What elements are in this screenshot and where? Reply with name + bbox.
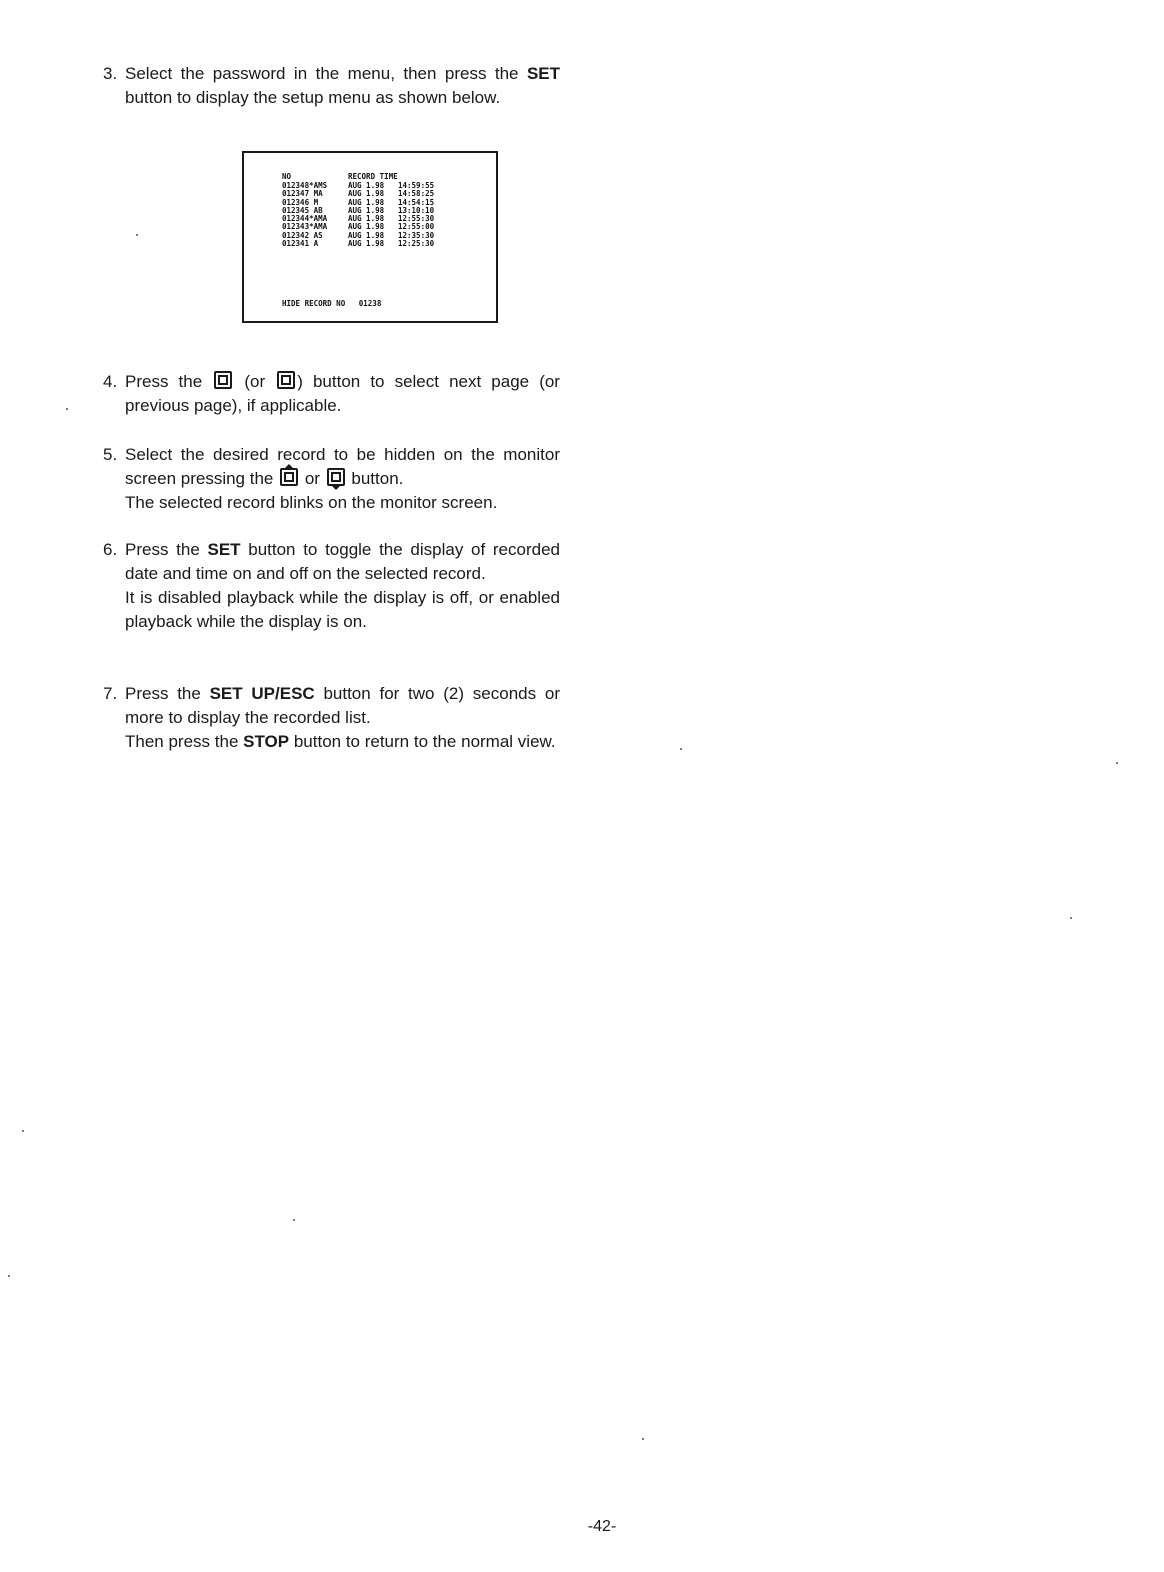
step-text xyxy=(125,62,560,110)
step-text xyxy=(125,443,560,491)
stop-button-label: STOP xyxy=(243,732,290,751)
screen-footer xyxy=(282,300,381,308)
record-date: AUG 1.98 xyxy=(348,197,385,207)
scan-speck xyxy=(1116,762,1118,764)
step-note xyxy=(125,730,560,754)
step-6 xyxy=(103,538,560,634)
step-number: 5. xyxy=(103,445,118,464)
step-text xyxy=(125,370,560,418)
scan-speck xyxy=(8,1275,10,1277)
step-text xyxy=(125,538,560,586)
record-date: AUG 1.98 xyxy=(348,181,385,190)
text-run: or xyxy=(300,469,325,488)
record-time: 14:58:25 xyxy=(398,189,435,199)
record-no: 012341 A xyxy=(282,239,319,249)
record-no: 012347 MA xyxy=(282,189,323,199)
record-no: 012343*AMA xyxy=(282,222,328,232)
monitor-screen xyxy=(242,151,498,323)
step-number: 4. xyxy=(103,372,118,391)
set-button-label: SET xyxy=(207,540,241,559)
record-date: AUG 1.98 xyxy=(348,205,385,215)
record-no: 012346 M xyxy=(282,197,319,207)
step-number: 6. xyxy=(103,540,118,559)
record-time: 12:55:00 xyxy=(398,222,435,232)
record-list xyxy=(282,182,448,248)
setup-esc-button-label: SET UP/ESC xyxy=(209,684,315,703)
text-run: button for two (2) seconds or more to display the recorded list. xyxy=(125,684,560,727)
step-number: 3. xyxy=(103,64,118,83)
page-down-button-icon xyxy=(214,371,232,389)
step-note: It is disabled playback while the display is off, or enabled playback while the display is on. xyxy=(125,588,560,631)
step-5 xyxy=(103,443,560,515)
record-no: 012348*AMS xyxy=(282,181,328,190)
page-up-button-icon xyxy=(277,371,295,389)
text-run: Select the password in the menu, then press the xyxy=(125,64,527,83)
scan-speck xyxy=(136,234,138,236)
scan-speck xyxy=(66,408,68,410)
text-run: button to return to the normal view. xyxy=(289,732,556,751)
record-time: 13:10:10 xyxy=(398,205,435,215)
text-run: button to toggle the display of recorded date and time on and off on the selected record. xyxy=(125,540,560,583)
down-button-icon xyxy=(327,468,345,486)
step-text xyxy=(125,682,560,730)
up-button-icon xyxy=(280,468,298,486)
text-run: Press the xyxy=(125,684,210,703)
step-4 xyxy=(103,370,560,418)
record-no: 012342 AS xyxy=(282,230,323,240)
record-row xyxy=(282,240,448,248)
record-date: AUG 1.98 xyxy=(348,239,385,249)
column-no: NO xyxy=(282,172,292,181)
text-run: button to display the setup menu as shown below. xyxy=(125,88,501,107)
text-run: Press the xyxy=(125,540,208,559)
scan-speck xyxy=(642,1438,644,1440)
record-time: 12:25:30 xyxy=(398,239,435,249)
text-run: button. xyxy=(346,469,404,488)
scan-speck xyxy=(22,1130,24,1132)
set-button-label: SET xyxy=(526,64,560,83)
record-time: 14:59:55 xyxy=(398,181,435,190)
column-record-time: RECORD TIME xyxy=(348,172,398,181)
step-3 xyxy=(103,62,560,110)
text-run: ) button to select next page (or previous page), if applicable. xyxy=(125,372,560,415)
record-time: 14:54:15 xyxy=(398,197,435,207)
footer-label: HIDE RECORD NO xyxy=(282,299,346,308)
record-time: 12:55:30 xyxy=(398,214,435,224)
text-run: Then press the xyxy=(125,732,244,751)
step-note: The selected record blinks on the monitor screen. xyxy=(125,493,498,512)
scan-speck xyxy=(680,748,682,750)
record-no: 012345 AB xyxy=(282,205,323,215)
record-date: AUG 1.98 xyxy=(348,189,385,199)
text-run: (or xyxy=(234,372,276,391)
record-date: AUG 1.98 xyxy=(348,214,385,224)
scan-speck xyxy=(1070,917,1072,919)
page-number: -42- xyxy=(587,1518,617,1535)
text-run: Press the xyxy=(125,372,213,391)
step-number: 7. xyxy=(103,684,118,703)
scan-speck xyxy=(293,1219,295,1221)
text-run: Select the desired record to be hidden on the monitor screen pressing the xyxy=(125,445,560,488)
record-no: 012344*AMA xyxy=(282,214,328,224)
step-7 xyxy=(103,682,560,754)
record-time: 12:35:30 xyxy=(398,230,435,240)
footer-value: 01238 xyxy=(358,299,382,308)
record-date: AUG 1.98 xyxy=(348,222,385,232)
record-date: AUG 1.98 xyxy=(348,230,385,240)
